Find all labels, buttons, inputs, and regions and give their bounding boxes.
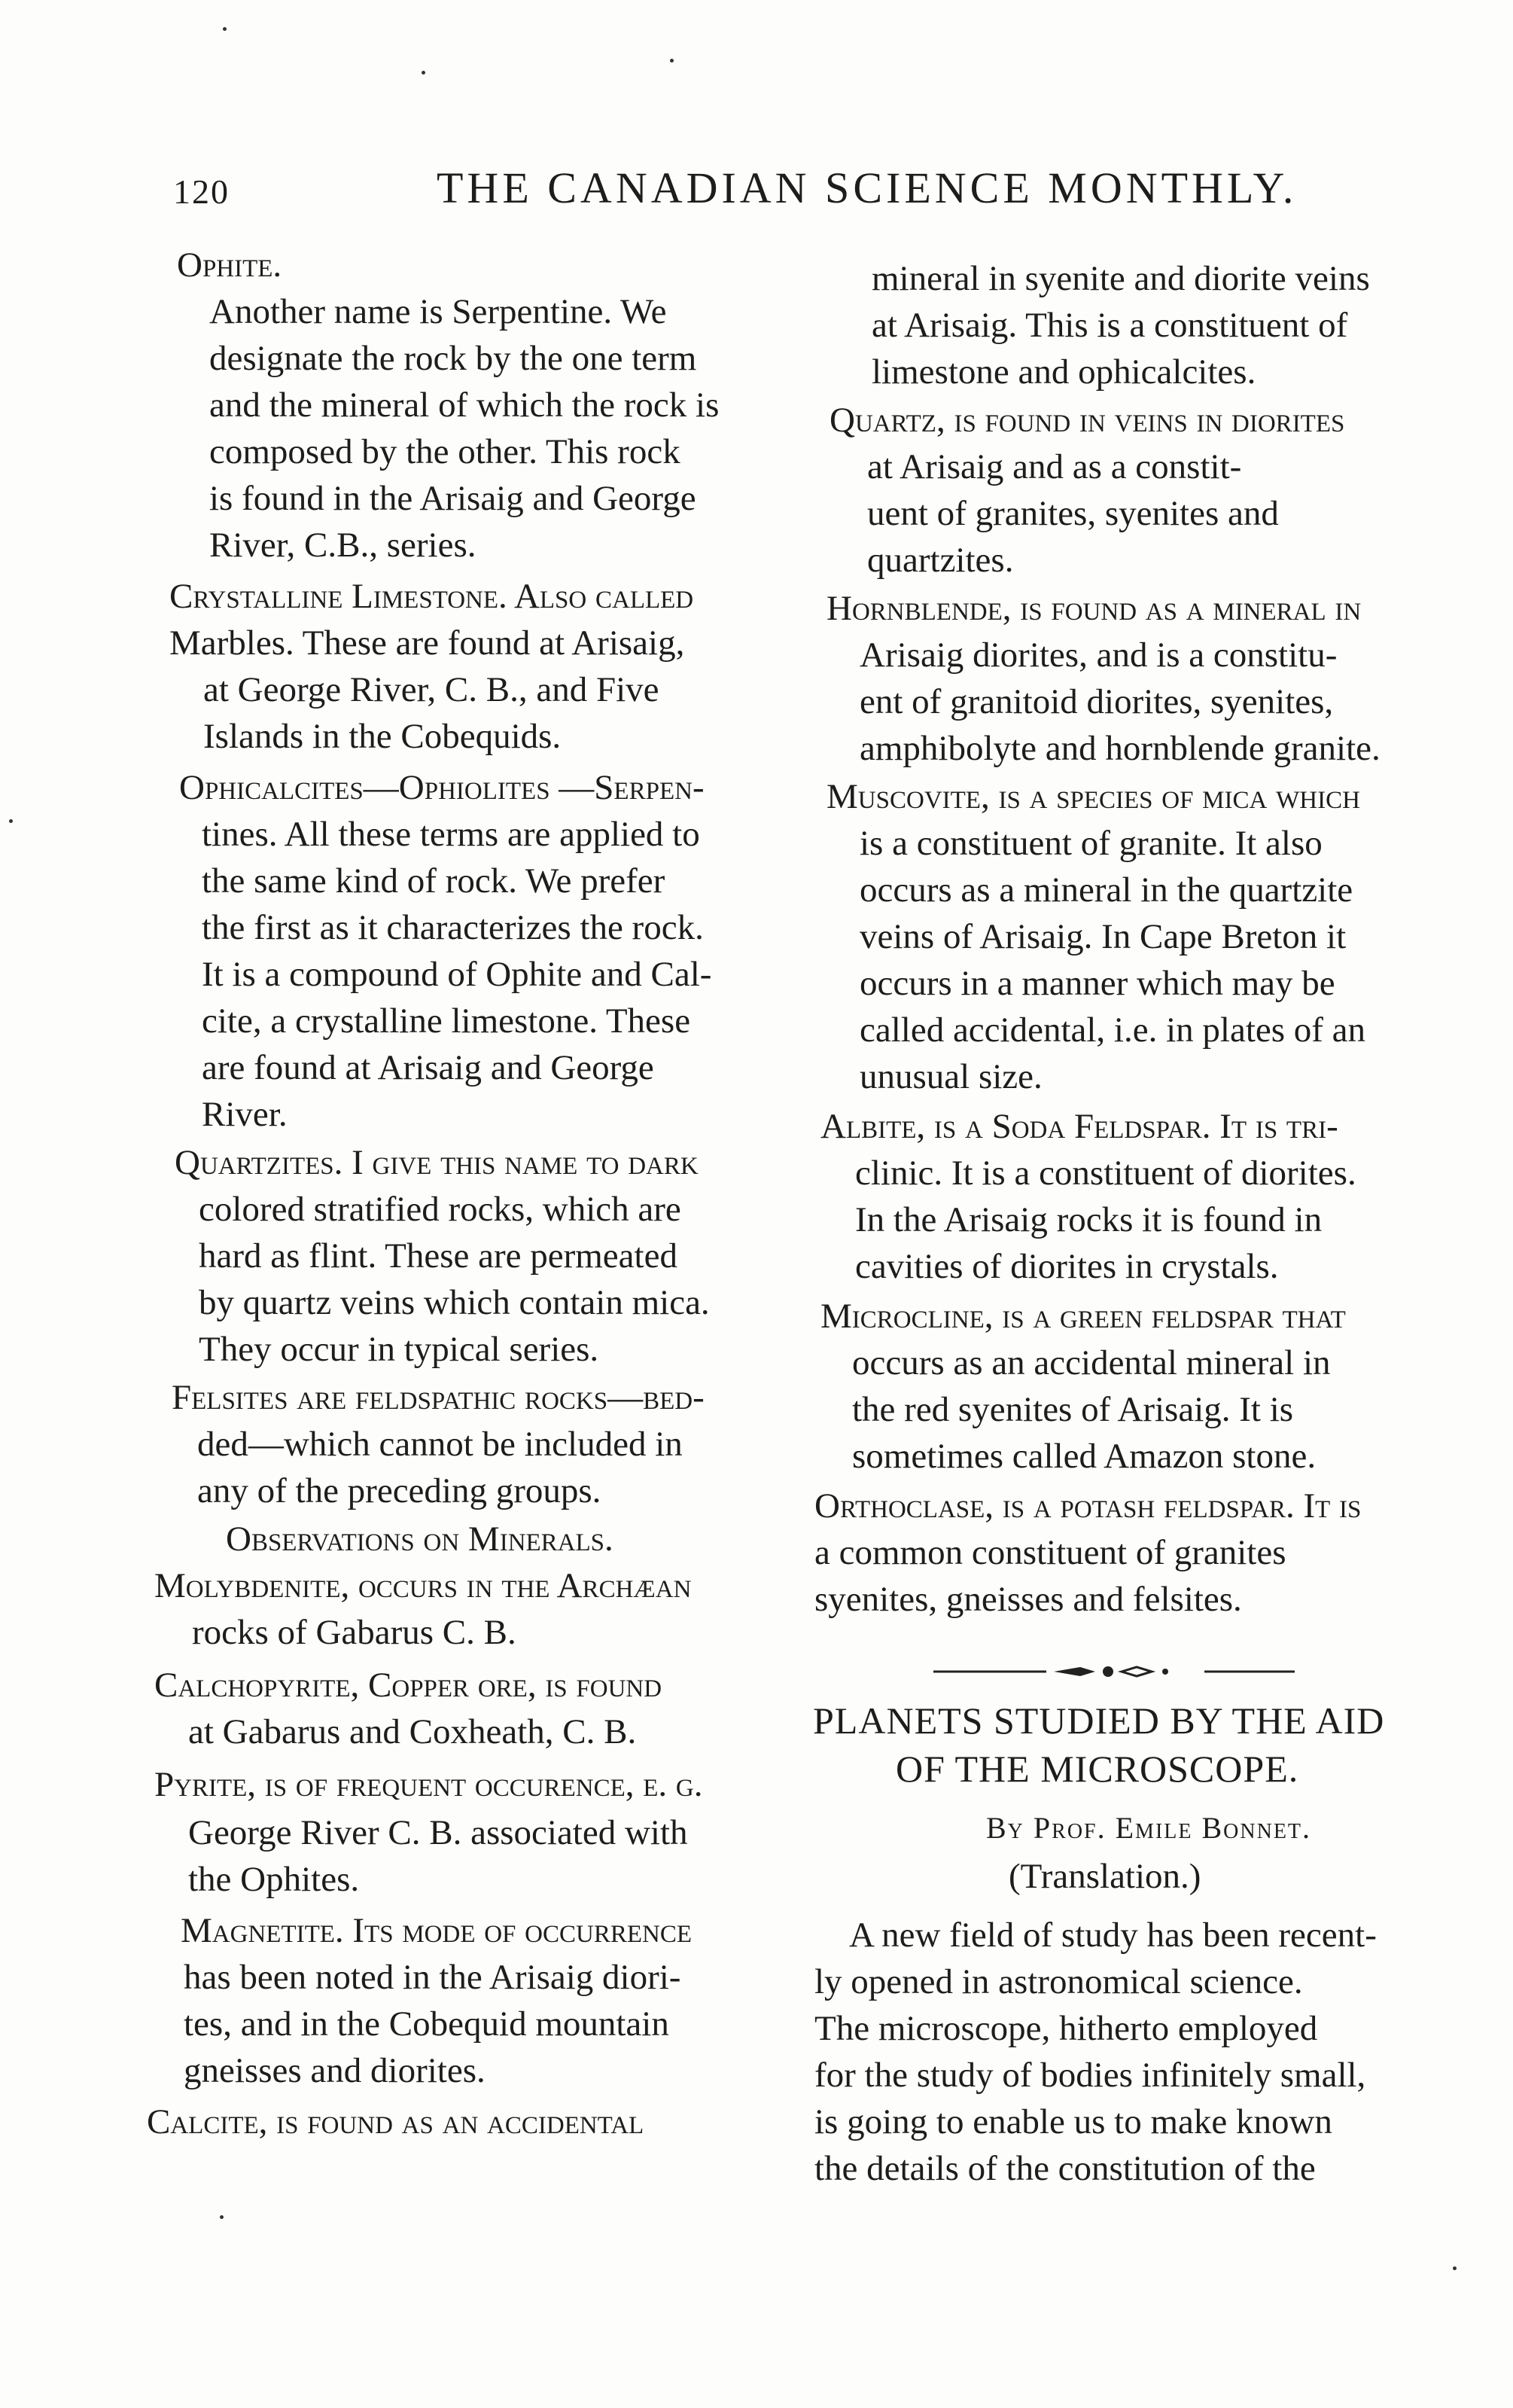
text-line: the same kind of rock. We prefer: [202, 861, 665, 901]
translation-note: (Translation.): [1009, 1857, 1201, 1896]
text-line: tines. All these terms are applied to: [202, 815, 700, 854]
text-line: syenites, gneisses and felsites.: [814, 1580, 1242, 1619]
text-line: unusual size.: [860, 1057, 1043, 1096]
entry-microcline: Microcline, is a green feldspar that: [820, 1297, 1346, 1336]
text-line: the red syenites of Arisaig. It is: [852, 1390, 1294, 1429]
entry-crystalline-limestone: Crystalline Limestone. Also called: [169, 577, 694, 616]
text-line: colored stratified rocks, which are: [199, 1190, 681, 1229]
running-title: THE CANADIAN SCIENCE MONTHLY.: [437, 163, 1298, 212]
text-line: by quartz veins which contain mica.: [199, 1283, 710, 1322]
text-line: at Arisaig. This is a constituent of: [872, 306, 1348, 345]
scan-speck: [670, 59, 674, 62]
text-line: gneisses and diorites.: [184, 2051, 486, 2090]
text-line: quartzites.: [867, 541, 1014, 580]
text-line: called accidental, i.e. in plates of an: [860, 1010, 1366, 1050]
text-line: In the Arisaig rocks it is found in: [855, 1200, 1323, 1239]
text-line: uent of granites, syenites and: [867, 494, 1279, 533]
text-line: at George River, C. B., and Five: [203, 670, 659, 709]
article-title-line-1: PLANETS STUDIED BY THE AID: [813, 1699, 1385, 1742]
text-line: ent of granitoid diorites, syenites,: [860, 682, 1334, 721]
text-line: composed by the other. This rock: [209, 432, 680, 471]
section-divider-ornament: [903, 1664, 1325, 1679]
scan-speck: [223, 27, 227, 31]
text-line: the Ophites.: [188, 1860, 360, 1899]
text-line: Arisaig diorites, and is a constitu-: [860, 636, 1338, 675]
entry-pyrite: Pyrite, is of frequent occurence, e. g.: [154, 1765, 703, 1804]
text-line: sometimes called Amazon stone.: [852, 1437, 1317, 1476]
text-line: has been noted in the Arisaig diori-: [184, 1958, 681, 1997]
text-line: is a constituent of granite. It also: [860, 824, 1323, 863]
entry-calchopyrite: Calchopyrite, Copper ore, is found: [154, 1666, 662, 1705]
text-line: amphibolyte and hornblende granite.: [860, 729, 1381, 768]
text-line: occurs in a manner which may be: [860, 964, 1335, 1003]
text-line: and the mineral of which the rock is: [209, 386, 720, 425]
text-line: River.: [202, 1095, 288, 1134]
body-line: is going to enable us to make known: [814, 2102, 1332, 2141]
entry-magnetite: Magnetite. Its mode of occurrence: [181, 1911, 693, 1950]
scan-speck: [1453, 2266, 1457, 2270]
entry-felsites: Felsites are feldspathic rocks—bed-: [172, 1378, 705, 1417]
text-line: George River C. B. associated with: [188, 1813, 688, 1852]
text-line: veins of Arisaig. In Cape Breton it: [860, 917, 1347, 956]
text-line: River, C.B., series.: [209, 526, 476, 565]
entry-molybdenite: Molybdenite, occurs in the Archæan: [154, 1566, 692, 1605]
entry-quartz: Quartz, is found in veins in diorites: [830, 401, 1345, 440]
article-title-line-2: OF THE MICROSCOPE.: [896, 1748, 1299, 1790]
text-line: designate the rock by the one term: [209, 339, 697, 378]
text-line: Islands in the Cobequids.: [203, 717, 562, 756]
text-line: cavities of diorites in crystals.: [855, 1247, 1279, 1286]
entry-calcite: Calcite, is found as an accidental: [147, 2102, 644, 2141]
text-line: Marbles. These are found at Arisaig,: [169, 623, 685, 663]
text-line: cite, a crystalline limestone. These: [202, 1001, 691, 1041]
text-line: the first as it characterizes the rock.: [202, 908, 704, 947]
text-line: at Arisaig and as a constit-: [867, 447, 1242, 486]
scan-speck: [422, 71, 425, 75]
entry-orthoclase: Orthoclase, is a potash feldspar. It is: [814, 1486, 1362, 1526]
body-line: for the study of bodies infinitely small,: [814, 2056, 1366, 2095]
text-line: a common constituent of granites: [814, 1533, 1286, 1572]
text-line: Another name is Serpentine. We: [209, 292, 667, 331]
scan-speck: [220, 2215, 224, 2219]
section-heading-observations: Observations on Minerals.: [226, 1519, 613, 1559]
entry-ophicalcites: Ophicalcites—Ophiolites —Serpen-: [179, 768, 705, 807]
text-line: They occur in typical series.: [199, 1330, 599, 1369]
text-line: mineral in syenite and diorite veins: [872, 259, 1370, 298]
scan-speck: [9, 819, 13, 823]
page-header: [173, 158, 1453, 218]
body-line: the details of the constitution of the: [814, 2149, 1316, 2188]
text-line: rocks of Gabarus C. B.: [192, 1613, 516, 1652]
text-line: occurs as an accidental mineral in: [852, 1343, 1331, 1382]
article-byline: By Prof. Emile Bonnet.: [986, 1811, 1312, 1845]
text-line: occurs as a mineral in the quartzite: [860, 870, 1353, 910]
text-line: It is a compound of Ophite and Cal-: [202, 955, 712, 994]
entry-hornblende: Hornblende, is found as a mineral in: [827, 589, 1362, 628]
text-line: clinic. It is a constituent of diorites.: [855, 1154, 1356, 1193]
entry-muscovite: Muscovite, is a species of mica which: [827, 777, 1360, 816]
body-line: A new field of study has been recent-: [849, 1916, 1377, 1955]
body-line: ly opened in astronomical science.: [814, 1962, 1303, 2001]
text-line: limestone and ophicalcites.: [872, 352, 1256, 392]
entry-albite: Albite, is a Soda Feldspar. It is tri-: [820, 1107, 1338, 1146]
entry-quartzites: Quartzites. I give this name to dark: [175, 1143, 699, 1182]
text-line: at Gabarus and Coxheath, C. B.: [188, 1712, 637, 1751]
body-line: The microscope, hitherto employed: [814, 2009, 1318, 2048]
entry-ophite: Ophite.: [177, 245, 282, 285]
text-line: is found in the Arisaig and George: [209, 479, 696, 518]
text-line: are found at Arisaig and George: [202, 1048, 654, 1087]
text-line: tes, and in the Cobequid mountain: [184, 2004, 669, 2044]
text-line: ded—which cannot be included in: [197, 1425, 683, 1464]
text-line: any of the preceding groups.: [197, 1471, 601, 1510]
text-line: hard as flint. These are permeated: [199, 1236, 677, 1276]
page-number: 120: [173, 172, 230, 211]
